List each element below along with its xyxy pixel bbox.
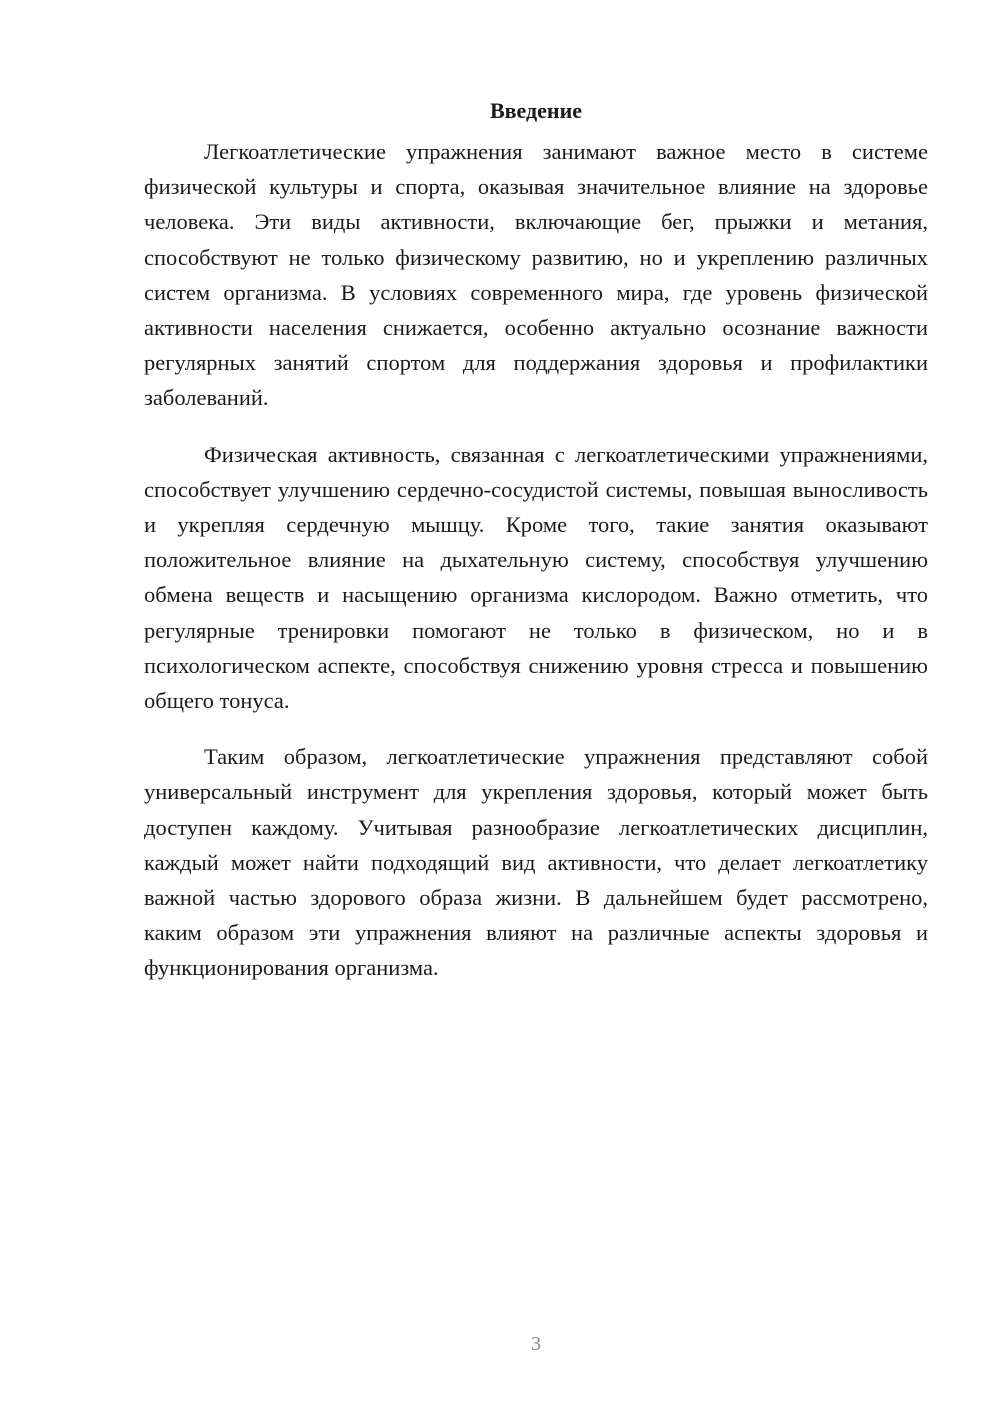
page-content xyxy=(144,96,928,1007)
section-title: Введение xyxy=(489,98,583,123)
paragraph-2: Физическая активность, связанная с легкоатлетическими упражнениями, способствует улучшению сердечно-сосудистой системы, повышая выносливость и укрепляя сердечную мышцу. Кроме того, такие занятия оказывают положительное влияние на дыхательную систему, способствуя улучшению обмена веществ и насыщению организма кислородом. Важно отметить, что регулярные тренировки помогают не только в физическом, но и в психологическом аспекте, способствуя снижению уровня стресса и повышению общего тонуса. xyxy=(144,441,928,714)
paragraph-1: Легкоатлетические упражнения занимают важное место в системе физической культуры и спорта, оказывая значительное влияние на здоровье человека. Эти виды активности, включающие бег, прыжки и метания, способствуют не только физическому развитию, но и укреплению различных систем организма. В условиях современного мира, где уровень физической активности населения снижается, особенно актуально осознание важности регулярных занятий спортом для поддержания здоровья и профилактики заболеваний. xyxy=(144,139,928,411)
paragraph-3: Таким образом, легкоатлетические упражнения представляют собой универсальный инструмент для укрепления здоровья, который может быть доступен каждому. Учитывая разнообразие легкоатлетических дисциплин, каждый может найти подходящий вид активности, что делает легкоатлетику важной частью здорового образа жизни. В дальнейшем будет рассмотрено, каким образом эти упражнения влияют на различные аспекты здоровья и функционирования организма. xyxy=(144,744,928,981)
page-number: 3 xyxy=(531,1333,541,1355)
